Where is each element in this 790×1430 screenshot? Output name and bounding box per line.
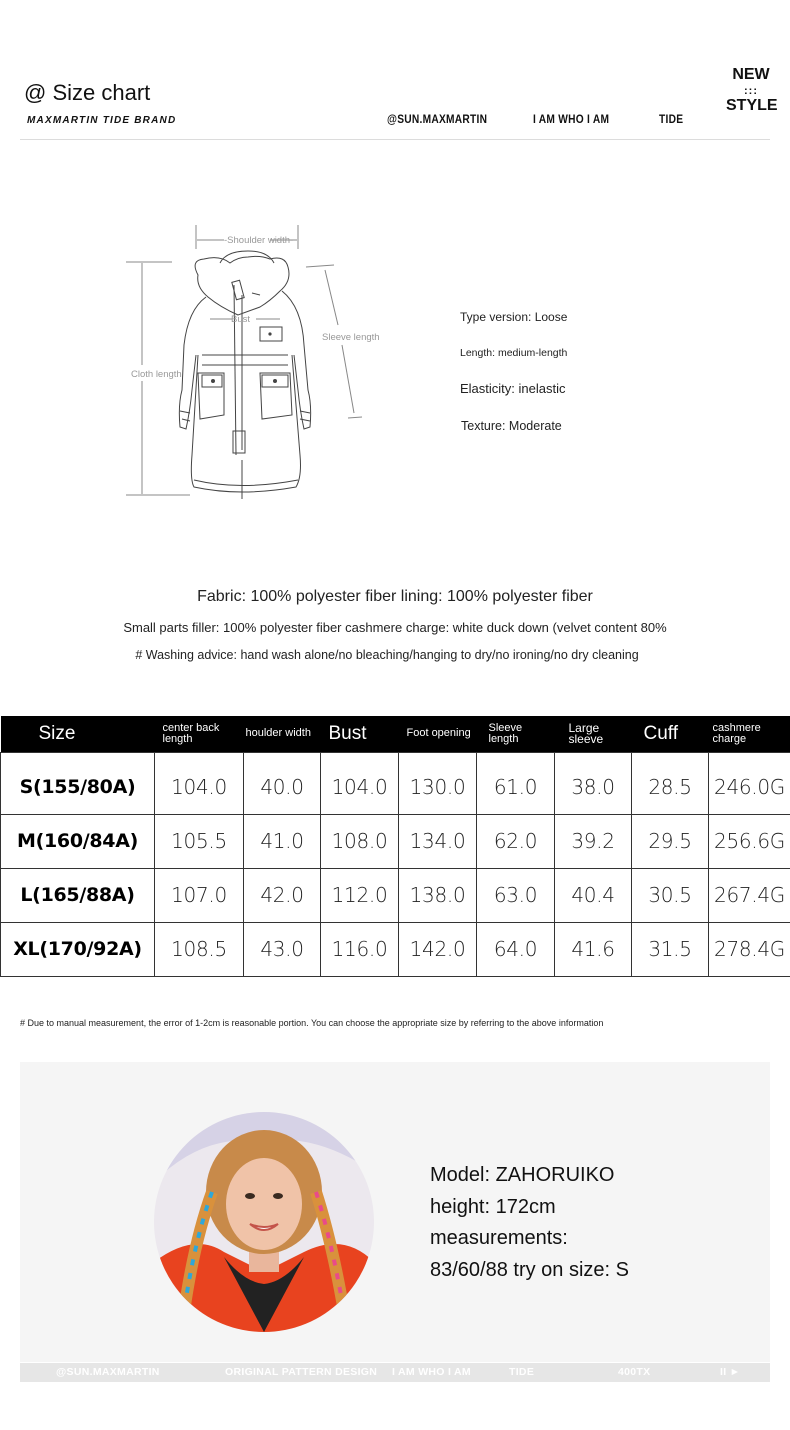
measurement-cell: 40.0 — [244, 752, 321, 814]
table-row — [1, 752, 790, 814]
brand-tagline: MAXMARTIN TIDE BRAND — [27, 115, 177, 126]
measurement-cell: 64.0 — [477, 922, 555, 976]
measurement-cell: 39.2 — [555, 814, 632, 868]
washing-advice: # Washing advice: hand wash alone/no bleaching/hanging to dry/no ironing/no dry cleaning — [135, 648, 639, 662]
coat-measurement-diagram — [120, 215, 400, 510]
model-measurements-label: measurements: — [430, 1227, 568, 1249]
measurement-cell: 278.4G — [709, 922, 790, 976]
model-details — [430, 1160, 629, 1286]
model-avatar — [154, 1112, 374, 1332]
model-photo-illustration — [154, 1112, 374, 1332]
size-name-cell: L(165/88A) — [1, 868, 155, 922]
measurement-cell: 246.0G — [709, 752, 790, 814]
footer-item: I AM WHO I AM — [392, 1366, 471, 1378]
measurement-cell: 267.4G — [709, 868, 790, 922]
model-height: height: 172cm — [430, 1195, 556, 1218]
measurement-cell: 30.5 — [632, 868, 709, 922]
table-row — [1, 814, 790, 868]
size-name-cell: S(155/80A) — [1, 752, 155, 814]
table-row — [1, 922, 790, 976]
measurement-disclaimer: # Due to manual measurement, the error of 1-2cm is reasonable portion. You can choose the appropriate size by referring to the above information — [20, 1018, 604, 1028]
fabric-composition: Fabric: 100% polyester fiber lining: 100% polyester fiber — [197, 588, 593, 605]
header-center-back-length: center back length — [162, 721, 220, 745]
model-measurements-value: 83/60/88 try on size: S — [430, 1258, 630, 1281]
footer-item: 400TX — [618, 1366, 651, 1378]
measurement-cell: 112.0 — [321, 868, 399, 922]
size-name-cell: M(160/84A) — [1, 814, 155, 868]
size-table-body — [1, 752, 790, 976]
measurement-cell: 256.6G — [709, 814, 790, 868]
nav-sun-maxmartin: @SUN.MAXMARTIN — [387, 112, 488, 126]
spec-type-version: Type version: Loose — [460, 310, 568, 324]
table-row — [1, 868, 790, 922]
header-large-sleeve: Large sleeve — [568, 720, 604, 746]
footer-item: II ► — [720, 1366, 741, 1378]
nav-i-am-who-i-am: I AM WHO I AM — [533, 112, 610, 126]
measurement-cell: 42.0 — [244, 868, 321, 922]
header-shoulder-width: houlder width — [245, 727, 311, 740]
measurement-cell: 134.0 — [399, 814, 477, 868]
header-foot-opening: Foot opening — [406, 727, 471, 740]
footer-item: ORIGINAL PATTERN DESIGN — [225, 1366, 378, 1378]
shoulder-width-label: -Shoulder width- — [224, 235, 294, 246]
sleeve-length-label: Sleeve length — [322, 332, 380, 343]
measurement-cell: 38.0 — [555, 752, 632, 814]
footer-item: @SUN.MAXMARTIN — [56, 1366, 160, 1378]
header-bust: Bust — [328, 722, 367, 744]
measurement-cell: 63.0 — [477, 868, 555, 922]
measurement-cell: 138.0 — [399, 868, 477, 922]
header-sleeve-length: Sleeve length — [488, 721, 523, 745]
coat-outline-illustration — [120, 215, 400, 510]
measurement-cell: 107.0 — [155, 868, 244, 922]
measurement-cell: 29.5 — [632, 814, 709, 868]
new-style-badge — [726, 66, 776, 115]
header-cuff: Cuff — [643, 722, 679, 744]
size-name-cell: XL(170/92A) — [1, 922, 155, 976]
filler-composition: Small parts filler: 100% polyester fiber cashmere charge: white duck down (velvet content 80% — [123, 620, 667, 635]
model-name: Model: ZAHORUIKO — [430, 1164, 615, 1186]
measurement-cell: 31.5 — [632, 922, 709, 976]
spec-length: Length: medium-length — [460, 347, 568, 359]
measurement-cell: 40.4 — [555, 868, 632, 922]
measurement-cell: 41.6 — [555, 922, 632, 976]
model-info-panel — [20, 1062, 770, 1382]
measurement-cell: 108.0 — [321, 814, 399, 868]
measurement-cell: 43.0 — [244, 922, 321, 976]
measurement-cell: 142.0 — [399, 922, 477, 976]
cloth-length-label: Cloth length — [131, 369, 182, 380]
measurement-cell: 28.5 — [632, 752, 709, 814]
measurement-cell: 108.5 — [155, 922, 244, 976]
footer-brand-strip — [20, 1362, 770, 1382]
footer-item: TIDE — [509, 1366, 535, 1378]
page-header — [0, 0, 790, 140]
measurement-cell: 130.0 — [399, 752, 477, 814]
nav-tide: TIDE — [659, 112, 684, 126]
spec-elasticity: Elasticity: inelastic — [460, 381, 566, 396]
measurement-cell: 104.0 — [155, 752, 244, 814]
badge-new: NEW — [732, 66, 770, 83]
badge-style: STYLE — [726, 97, 778, 114]
measurement-cell: 104.0 — [321, 752, 399, 814]
measurement-cell: 62.0 — [477, 814, 555, 868]
page-title: @ Size chart — [24, 80, 151, 105]
measurement-cell: 41.0 — [244, 814, 321, 868]
spec-texture: Texture: Moderate — [461, 419, 562, 433]
measurement-cell: 61.0 — [477, 752, 555, 814]
header-cashmere-charge: cashmere charge — [712, 721, 761, 745]
measurement-cell: 105.5 — [155, 814, 244, 868]
badge-dots: ::: — [744, 85, 758, 97]
header-divider — [20, 139, 770, 140]
table-header-row — [1, 716, 790, 752]
size-table — [0, 716, 790, 977]
header-size: Size — [38, 722, 76, 744]
measurement-cell: 116.0 — [321, 922, 399, 976]
bust-label: Bust — [231, 314, 251, 325]
